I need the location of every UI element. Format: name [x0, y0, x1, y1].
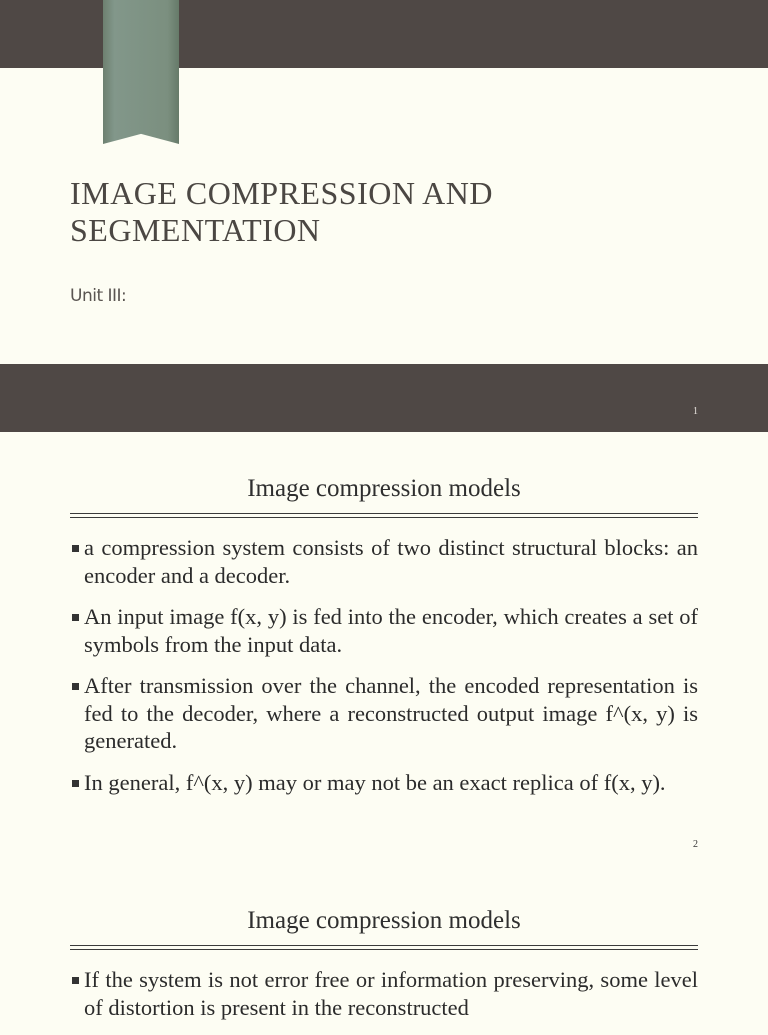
list-item	[70, 966, 698, 1021]
heading-divider	[70, 513, 698, 518]
slide-2	[70, 472, 698, 810]
bullet-text: An input image f(x, y) is fed into the encoder, which creates a set of symbols from the input data.	[84, 604, 698, 657]
list-item	[70, 672, 698, 755]
list-item	[70, 534, 698, 589]
bullet-square-icon	[72, 614, 79, 621]
bullet-square-icon	[72, 780, 79, 787]
bullet-text: If the system is not error free or information preserving, some level of distortion is present in the reconstructed	[84, 967, 698, 1020]
bullet-square-icon	[72, 683, 79, 690]
bullet-text: In general, f^(x, y) may or may not be an exact replica of f(x, y).	[84, 769, 666, 795]
slide-heading: Image compression models	[247, 475, 521, 502]
bullet-square-icon	[72, 545, 79, 552]
slide-footer-band	[0, 364, 768, 432]
bullet-text: a compression system consists of two distinct structural blocks: an encoder and a decoder.	[84, 535, 698, 588]
list-item	[70, 603, 698, 658]
bookmark-ribbon	[103, 0, 179, 144]
slide-subtitle: Unit III:	[70, 286, 127, 306]
slide-number: 2	[693, 839, 698, 850]
bullet-list	[70, 534, 698, 796]
slide-title: IMAGE COMPRESSION AND SEGMENTATION	[70, 175, 493, 248]
slide-number: 1	[693, 406, 698, 417]
bullet-list	[70, 966, 698, 1021]
bullet-text: After transmission over the channel, the encoded representation is fed to the decoder, where a reconstructed output image f^(x, y) is generated.	[84, 673, 698, 753]
bullet-square-icon	[72, 977, 79, 984]
list-item	[70, 769, 698, 797]
heading-divider	[70, 945, 698, 950]
slide-3	[70, 904, 698, 1035]
slide-heading: Image compression models	[247, 907, 521, 934]
